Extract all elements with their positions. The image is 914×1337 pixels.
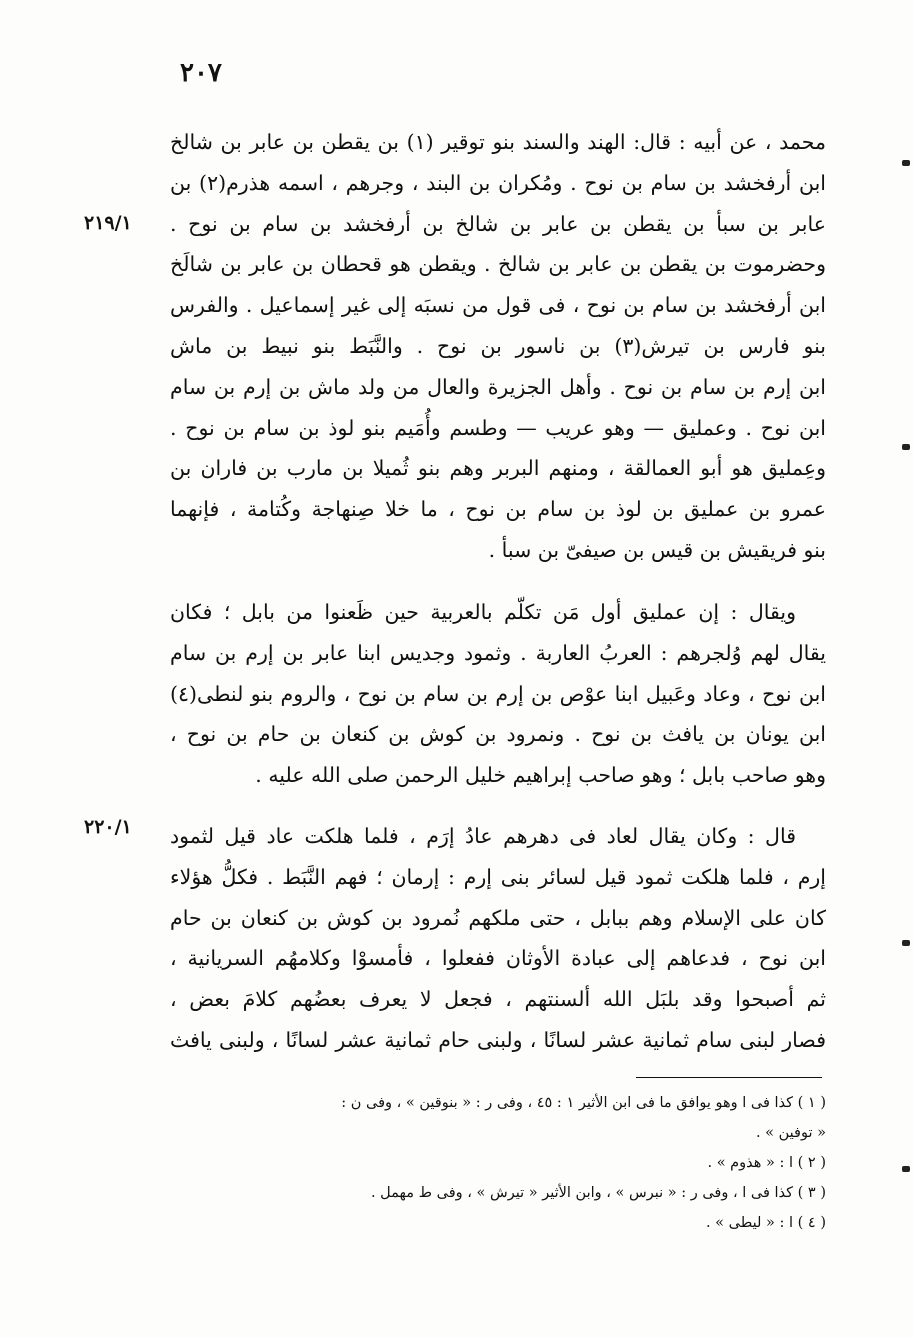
footnote-divider bbox=[636, 1077, 822, 1078]
text-line: وهو صاحب بابل ؛ وهو صاحب إبراهيم خليل الرحمن صلى الله عليه . bbox=[255, 763, 826, 788]
text-line: ابن أرفخشد بن سام بن نوح . ومُكران بن البند ، وجرهم ، اسمه هذرم(٢) بن bbox=[170, 170, 826, 195]
footnote-1-continued: « توفين » . bbox=[755, 1125, 826, 1141]
text-line: ابن نوح . وعمليق — وهو عريب — وطسم وأُمَيم بنو لوذ بن سام بن نوح . bbox=[170, 415, 826, 440]
text-line: ثم أصبحوا وقد بلبَل الله ألسنتهم ، فجعل لا يعرف بعضُهم كلامَ بعض ، bbox=[170, 987, 826, 1012]
text-line: بنو فريقيش بن قيس بن صيفىّ بن سبأ . bbox=[488, 537, 826, 562]
text-line: قال : وكان يقال لعاد فى دهرهم عادُ إرَم ، فلما هلكت عاد قيل لثمود bbox=[170, 824, 796, 848]
text-line: بنو فارس بن تيرش(٣) بن ناسور بن نوح . والنَّبَط بنو نبيط بن ماش bbox=[170, 333, 826, 358]
text-line: يقال لهم وُلجرهم : العربُ العاربة . وثمود وجديس ابنا عابر بن إرم بن سام bbox=[170, 640, 826, 665]
edge-mark bbox=[902, 940, 910, 946]
text-line: عابر بن سبأ بن يقطن بن عابر بن شالخ بن أرفخشد بن سام بن نوح . bbox=[170, 211, 826, 236]
paragraph-2 bbox=[170, 592, 826, 796]
text-line: ابن إرم بن سام بن نوح . وأهل الجزيرة والعال من ولد ماش بن إرم بن سام bbox=[170, 374, 826, 399]
footnote-1: ( ١ ) كذا فى ا وهو يوافق ما فى ابن الأثير ١ : ٤٥ ، وفى ر : « بنوقين » ، وفى ن : bbox=[341, 1095, 826, 1111]
text-line: ويقال : إن عمليق أول مَن تكلّم بالعربية حين ظَعنوا من بابل ؛ فكان bbox=[170, 600, 796, 624]
text-line: محمد ، عن أبيه : قال: الهند والسند بنو توقير (١) بن يقطن بن عابر بن شالخ bbox=[170, 130, 826, 154]
text-line: وعِمليق هو أبو العمالقة ، ومنهم البربر وهم بنو ثُميلا بن مارب بن فاران بن bbox=[170, 456, 826, 481]
text-line: ابن نوح ، وعاد وعَبيل ابنا عوْص بن إرم بن سام بن نوح ، والروم بنو لنطى(٤) bbox=[170, 681, 826, 706]
text-line: فصار لبنى سام ثمانية عشر لسانًا ، ولبنى حام ثمانية عشر لسانًا ، ولبنى يافث bbox=[170, 1027, 826, 1052]
text-line: ابن نوح ، فدعاهم إلى عبادة الأوثان ففعلوا ، فأمسوْا وكلامهُم السريانية ، bbox=[170, 946, 826, 971]
page-number: ٢٠٧ bbox=[180, 58, 222, 88]
edge-mark bbox=[902, 444, 910, 450]
edge-mark bbox=[902, 160, 910, 166]
margin-reference-2: ٢٢٠/١ bbox=[84, 816, 132, 838]
text-line: ابن يونان بن يافث بن نوح . ونمرود بن كوش بن كنعان بن حام بن نوح ، bbox=[170, 722, 826, 747]
text-line: ابن أرفخشد بن سام بن نوح ، فى قول من نسبَه إلى غير إسماعيل . والفرس bbox=[170, 293, 826, 318]
text-line: إرم ، فلما هلكت ثمود قيل لسائر بنى إرم : إرمان ؛ فهم النَّبَط . فكلُّ هؤلاء bbox=[170, 864, 826, 889]
text-line: عمرو بن عمليق بن لوذ بن سام بن نوح ، ما خلا صِنهاجة وكُتامة ، فإنهما bbox=[170, 497, 826, 522]
paragraph-3 bbox=[170, 816, 826, 1061]
edge-mark bbox=[902, 1166, 910, 1172]
text-line: كان على الإسلام وهم ببابل ، حتى ملكهم نُمرود بن كوش بن كنعان بن حام bbox=[170, 905, 826, 930]
footnote-4: ( ٤ ) ا : « ليطى » . bbox=[705, 1215, 826, 1231]
footnote-2: ( ٢ ) ا : « هذوم » . bbox=[707, 1155, 826, 1171]
paragraph-1 bbox=[170, 122, 826, 571]
footnote-3: ( ٣ ) كذا فى ا ، وفى ر : « نبرس » ، وابن الأثير « تيرش » ، وفى ط مهمل . bbox=[370, 1185, 826, 1201]
margin-reference-1: ٢١٩/١ bbox=[84, 212, 132, 234]
text-line: وحضرموت بن يقطن بن عابر بن شالخ . ويقطن هو قحطان بن عابر بن شالَخ bbox=[170, 252, 826, 277]
footnotes bbox=[168, 1088, 826, 1238]
